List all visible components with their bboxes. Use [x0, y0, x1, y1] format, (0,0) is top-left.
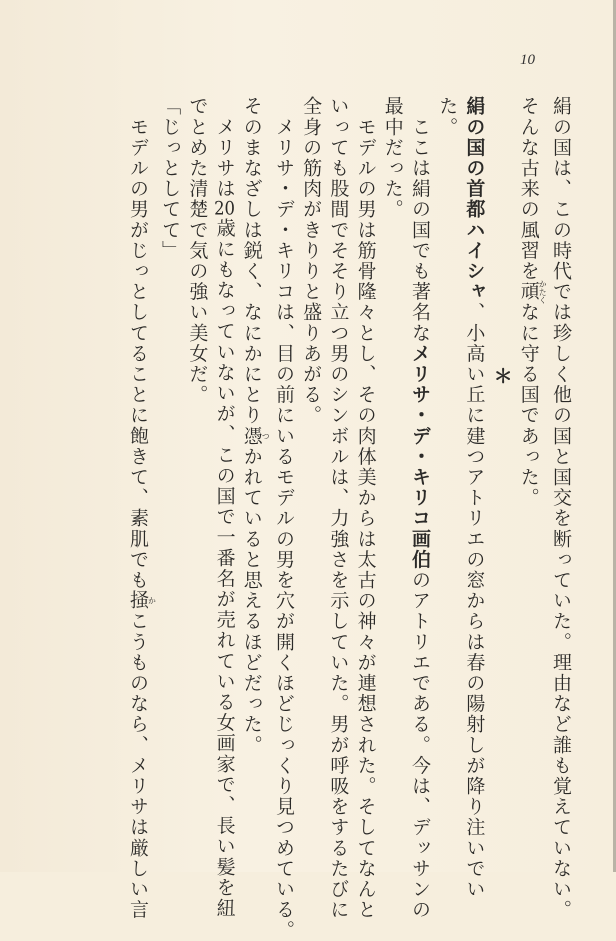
- page-number: 10: [520, 52, 535, 68]
- section-break-asterisk: ＊: [490, 366, 513, 387]
- text-line-4: た。: [436, 96, 459, 138]
- text-line-9: 全身の筋肉がきりりと盛りあがる。: [300, 96, 323, 426]
- text-line-2: そんな古来の風習を頑かたくなに守る国であった。: [517, 96, 548, 509]
- text-line-15: モデルの男がじっとしてることに飽きて、素肌でも掻かこうものなら、メリサは厳しい言: [126, 96, 157, 921]
- text-line-14: 「じっとしてて」: [159, 96, 182, 261]
- vertical-text-body: [124, 96, 574, 941]
- text-line-1: 絹の国は、この時代では珍しく他の国と国交を断っていた。理由など誰も覚えていない。: [550, 96, 572, 920]
- text-line-12: メリサは20歳にもなっていないが、この国で一番名が売れている女画家で、長い髪を紐: [213, 96, 236, 919]
- text-line-7: モデルの男は筋骨隆々とし、その肉体美からは太古の神々が連想された。そしてなんと: [354, 96, 377, 920]
- text-line-11: そのまなざしは鋭く、なにかにとり憑つかれていると思えるほどだった。: [240, 96, 271, 756]
- text-line-5: ここは絹の国でも著名なメリサ・デ・キリコ画伯のアトリエである。今は、デッサンの: [408, 96, 431, 921]
- text-line-3: 絹の国の首都ハイシャ、小高い丘に建つアトリエの窓からは春の陽射しが降り注いでい: [463, 96, 486, 900]
- text-line-10: メリサ・デ・キリコは、目の前にいるモデルの男を穴が開くほどじっくり見つめている。: [272, 96, 295, 941]
- text-line-13: でとめた清楚で気の強い美女だ。: [186, 96, 209, 405]
- text-line-6: 最中だった。: [381, 96, 404, 220]
- text-line-8: いっても股間でそそり立つ男のシンボルは、力強さを示していた。男が呼吸をするたびに: [327, 96, 350, 920]
